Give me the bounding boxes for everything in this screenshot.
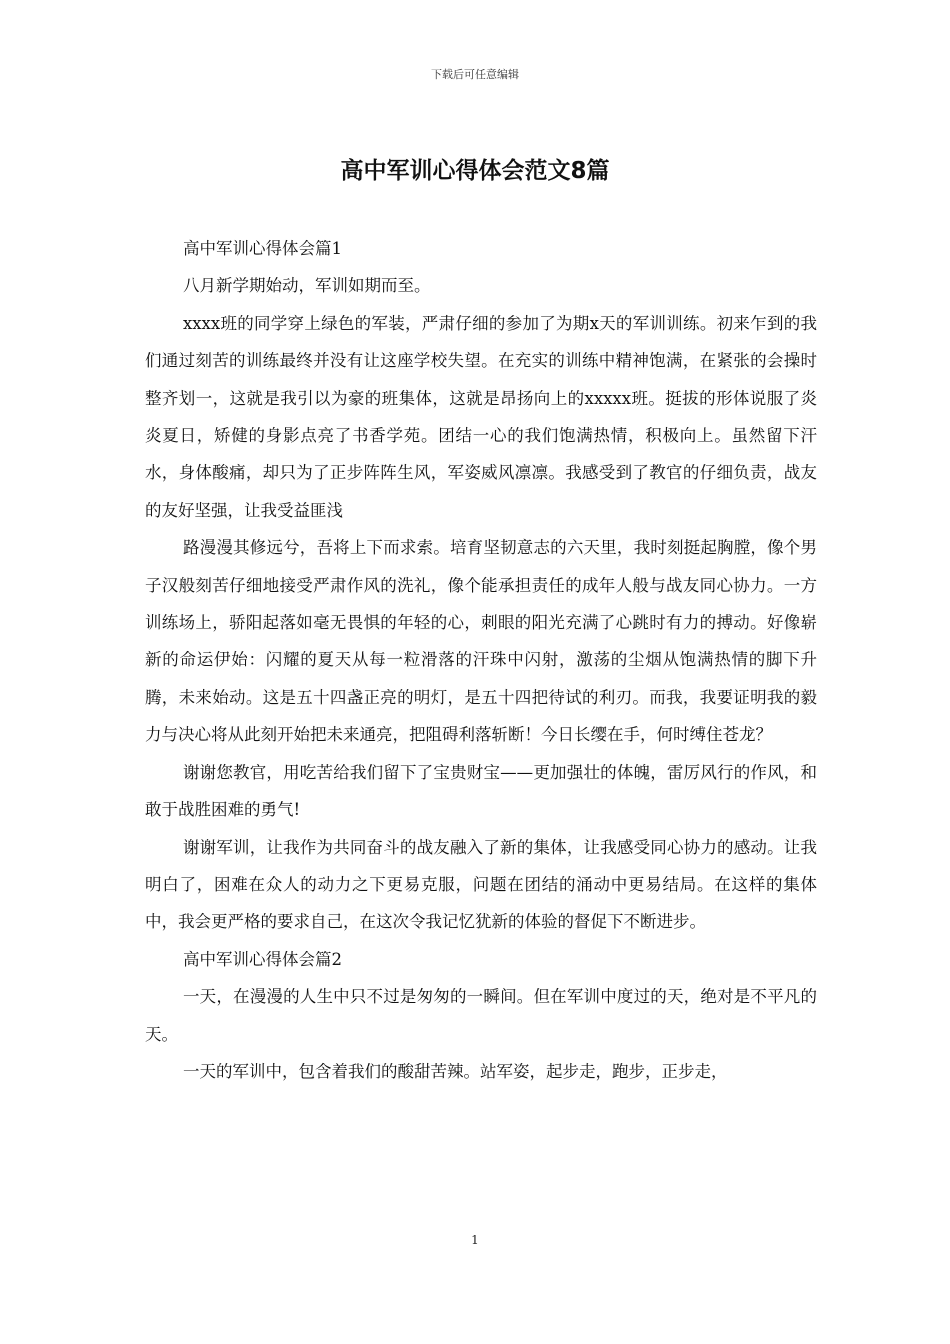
- paragraph: 一天的军训中，包含着我们的酸甜苦辣。站军姿，起步走，跑步，正步走，: [182, 1061, 728, 1081]
- document-title: 高中军训心得体会范文8篇: [340, 158, 610, 184]
- paragraph: 一天，在漫漫的人生中只不过是匆匆的一瞬间。但在军训中度过的天，绝对是不平凡的天。: [145, 987, 817, 1044]
- paragraph: xxxx班的同学穿上绿色的军装，严肃仔细的参加了为期x天的军训训练。初来乍到的我们通过刻苦的训练最终并没有让这座学校失望。在充实的训练中精神饱满，在紧张的会操时整齐划一，这就是我引以为豪的班集体，这就是昂扬向上的xxxxx班。挺拔的形体说服了炎炎夏日，矫健的身影点亮了书香学苑。团结一心的我们饱满热情，积极向上。虽然留下汗水，身体酸痛，却只为了正步阵阵生风，军姿威风凛凛。我感受到了教官的仔细负责，战友的友好坚强，让我受益匪浅: [145, 313, 817, 520]
- document-body: [145, 230, 817, 1090]
- page-number: 1: [471, 1233, 479, 1247]
- paragraph: 谢谢军训，让我作为共同奋斗的战友融入了新的集体，让我感受同心协力的感动。让我明白了，困难在众人的动力之下更易克服，问题在团结的涌动中更易结局。在这样的集体中，我会更严格的要求自己，在这次令我记忆犹新的体验的督促下不断进步。: [145, 837, 817, 932]
- header-note: 下载后可任意编辑: [431, 68, 519, 81]
- paragraph: 路漫漫其修远兮，吾将上下而求索。培育坚韧意志的六天里，我时刻挺起胸膛，像个男子汉般刻苦仔细地接受严肃作风的洗礼，像个能承担责任的成年人般与战友同心协力。一方训练场上，骄阳起落如毫无畏惧的年轻的心，刺眼的阳光充满了心跳时有力的搏动。好像崭新的命运伊始：闪耀的夏天从每一粒滑落的汗珠中闪射，激荡的尘烟从饱满热情的脚下升腾，未来始动。这是五十四盏正亮的明灯，是五十四把待试的利刃。而我，我要证明我的毅力与决心将从此刻开始把未来通亮，把阻碍利落斩断！今日长缨在手，何时缚住苍龙？: [145, 538, 817, 745]
- section-heading: 高中军训心得体会篇2: [182, 949, 342, 969]
- section-heading: 高中军训心得体会篇1: [182, 239, 342, 258]
- paragraph: 谢谢您教官，用吃苦给我们留下了宝贵财宝——更加强壮的体魄，雷厉风行的作风，和敢于战胜困难的勇气!: [145, 762, 817, 820]
- paragraph: 八月新学期始动，军训如期而至。: [182, 276, 431, 296]
